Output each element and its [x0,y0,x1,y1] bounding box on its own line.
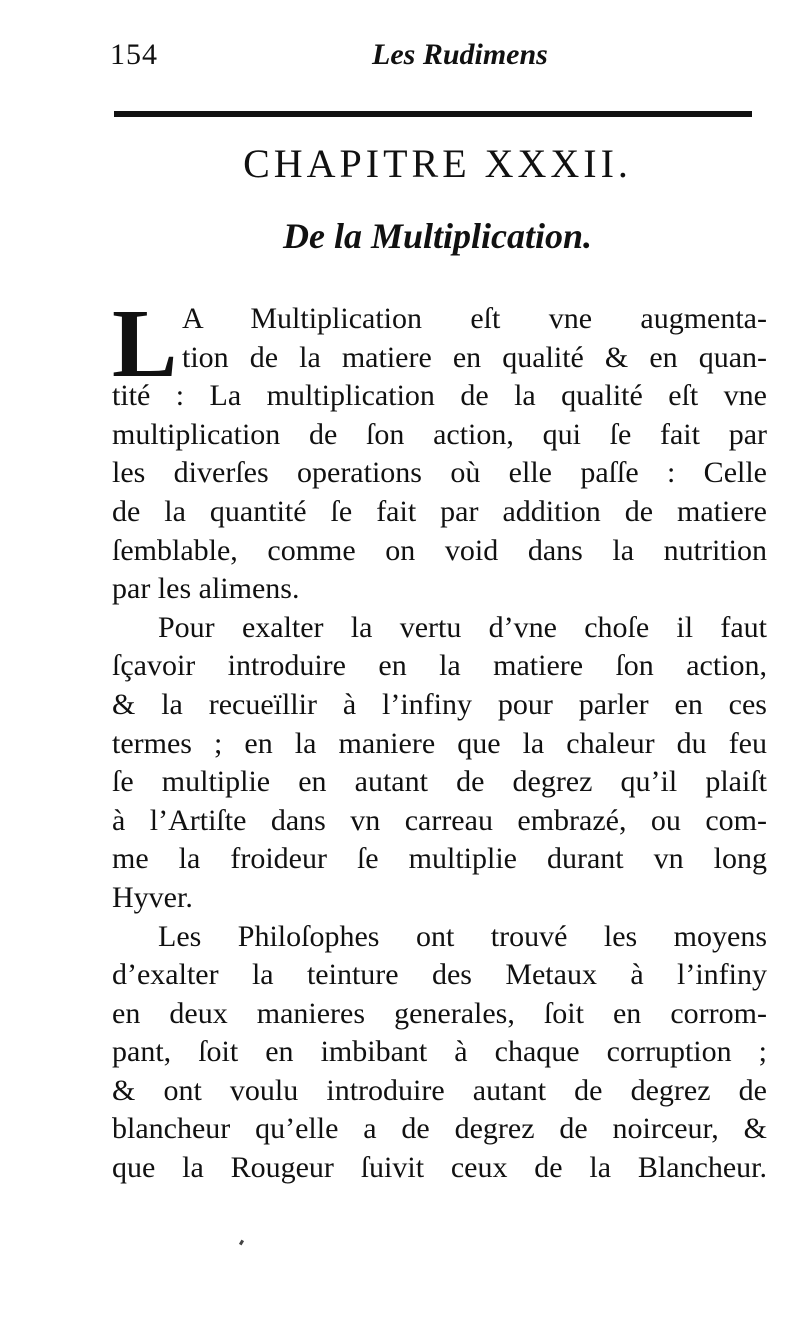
chapter-title: CHAPITRE XXXII. [243,141,632,186]
page-number: 154 [110,38,158,71]
text-line: en deux manieres generales, ſoit en corrom- [112,996,767,1030]
text-line: Hyver. [112,880,193,914]
text-line: Pour exalter la vertu d’vne choſe il faut [158,610,767,644]
running-head: Les Rudimens [372,38,548,71]
text-line: d’exalter la teinture des Metaux à l’infiny [112,958,767,992]
text-line: multiplication de ſon action, qui ſe fait par [112,417,767,451]
text-line: & la recueïllir à l’infiny pour parler en ces [112,687,767,721]
body-text [112,290,767,1188]
text-line: ſemblable, comme on void dans la nutrition [112,533,767,567]
header-rule [114,111,752,117]
text-line: A Multiplication eſt vne augmenta- [182,302,767,335]
text-line: blancheur qu’elle a de degrez de noirceur, & [112,1112,767,1146]
text-line: me la froideur ſe multiplie durant vn long [112,842,767,876]
text-line: ſe multiplie en autant de degrez qu’il plaiſt [112,765,767,799]
text-line: Les Philoſophes ont trouvé les moyens [158,919,767,953]
ink-speck [239,1240,244,1246]
text-line: à l’Artiſte dans vn carreau embrazé, ou com- [112,803,767,837]
text-line: ſçavoir introduire en la matiere ſon action, [112,649,767,683]
text-line: tité : La multiplication de la qualité eſt vne [112,379,767,413]
text-line: termes ; en la maniere que la chaleur du feu [112,726,767,760]
text-line: pant, ſoit en imbibant à chaque corruption ; [112,1035,767,1069]
section-title: De la Multiplication. [282,216,593,256]
text-line: de la quantité ſe fait par addition de matiere [112,494,767,528]
text-line: & ont voulu introduire autant de degrez de [112,1073,767,1107]
text-line: les diverſes operations où elle paſſe : Celle [112,456,767,490]
text-line: que la Rougeur ſuivit ceux de la Blancheur. [112,1151,767,1185]
drop-cap: L [112,290,178,398]
text-line: par les alimens. [112,572,300,606]
text-line: tion de la matiere en qualité & en quan- [182,340,767,374]
